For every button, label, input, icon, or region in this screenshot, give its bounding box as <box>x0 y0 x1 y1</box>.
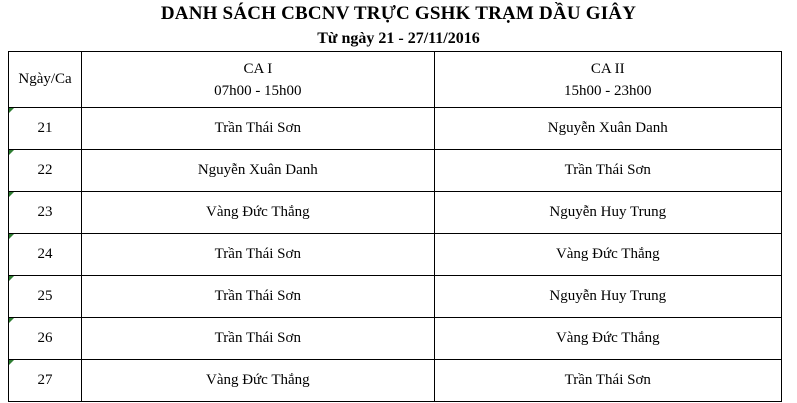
shift-1-cell[interactable] <box>82 318 434 360</box>
cell-comment-marker <box>9 318 14 323</box>
shift-2-staff: Vàng Đức Thắng <box>555 246 660 262</box>
shift-1-staff: Trần Thái Sơn <box>214 246 301 262</box>
day-cell[interactable] <box>9 234 82 276</box>
day-cell[interactable] <box>9 318 82 360</box>
header-shift-2 <box>434 52 781 108</box>
cell-comment-marker <box>9 234 14 239</box>
cell-comment-marker <box>9 108 14 113</box>
shift-2-staff: Nguyễn Xuân Danh <box>547 120 668 136</box>
page-title: DANH SÁCH CBCNV TRỰC GSHK TRẠM DẦU GIÂY <box>160 3 637 24</box>
cell-comment-marker <box>9 150 14 155</box>
shift-2-cell[interactable] <box>434 360 781 402</box>
cell-comment-marker <box>9 360 14 365</box>
header-shift-1-time: 07h00 - 15h00 <box>214 82 302 99</box>
day-cell[interactable] <box>9 276 82 318</box>
day-cell[interactable] <box>9 192 82 234</box>
day-cell[interactable] <box>9 150 82 192</box>
day-cell[interactable] <box>9 108 82 150</box>
shift-2-staff: Nguyễn Huy Trung <box>549 288 667 304</box>
shift-2-staff: Trần Thái Sơn <box>564 162 651 178</box>
day-cell[interactable] <box>9 360 82 402</box>
day-value: 25 <box>37 288 53 304</box>
shift-1-cell[interactable] <box>82 360 434 402</box>
shift-2-staff: Vàng Đức Thắng <box>555 330 660 346</box>
header-shift-2-name: CA II <box>590 60 625 77</box>
table-header-row <box>9 52 782 108</box>
day-value: 26 <box>37 330 53 346</box>
shift-1-staff: Nguyễn Xuân Danh <box>197 162 318 178</box>
cell-comment-marker <box>9 192 14 197</box>
shift-2-cell[interactable] <box>434 150 781 192</box>
table-row <box>9 360 782 402</box>
header-shift-2-time: 15h00 - 23h00 <box>564 82 652 99</box>
table-row <box>9 276 782 318</box>
table-row <box>9 318 782 360</box>
header-shift-1 <box>82 52 434 108</box>
header-shift-1-name: CA I <box>243 60 273 77</box>
shift-1-staff: Trần Thái Sơn <box>214 288 301 304</box>
table-row <box>9 234 782 276</box>
table-row <box>9 108 782 150</box>
shift-2-cell[interactable] <box>434 108 781 150</box>
shift-1-cell[interactable] <box>82 234 434 276</box>
header-day-label: Ngày/Ca <box>18 71 72 87</box>
shift-2-staff: Trần Thái Sơn <box>564 372 651 388</box>
duty-roster-table <box>8 51 782 402</box>
shift-1-cell[interactable] <box>82 192 434 234</box>
day-value: 24 <box>37 246 53 262</box>
shift-2-cell[interactable] <box>434 192 781 234</box>
cell-comment-marker <box>9 276 14 281</box>
shift-1-cell[interactable] <box>82 150 434 192</box>
day-value: 22 <box>37 162 53 178</box>
shift-1-staff: Vàng Đức Thắng <box>205 372 310 388</box>
shift-2-cell[interactable] <box>434 276 781 318</box>
shift-2-cell[interactable] <box>434 234 781 276</box>
shift-1-staff: Vàng Đức Thắng <box>205 204 310 220</box>
day-value: 27 <box>37 372 53 388</box>
table-row <box>9 192 782 234</box>
day-value: 23 <box>37 204 53 220</box>
shift-2-cell[interactable] <box>434 318 781 360</box>
shift-1-staff: Trần Thái Sơn <box>214 120 301 136</box>
shift-1-cell[interactable] <box>82 108 434 150</box>
day-value: 21 <box>37 120 53 136</box>
shift-1-cell[interactable] <box>82 276 434 318</box>
table-row <box>9 150 782 192</box>
header-day-shift <box>9 52 82 108</box>
shift-1-staff: Trần Thái Sơn <box>214 330 301 346</box>
shift-2-staff: Nguyễn Huy Trung <box>549 204 667 220</box>
date-range-subtitle: Từ ngày 21 - 27/11/2016 <box>317 30 480 47</box>
